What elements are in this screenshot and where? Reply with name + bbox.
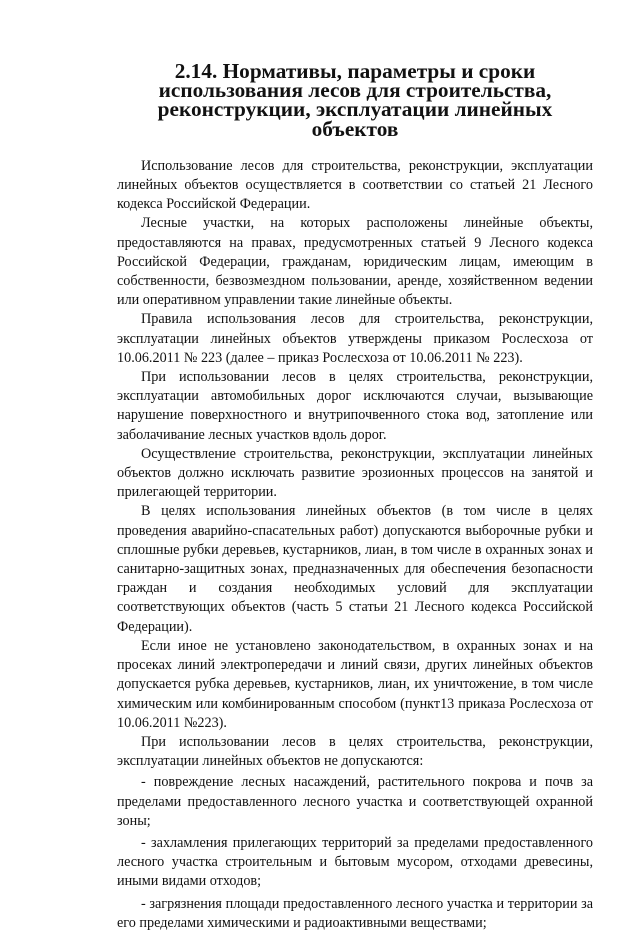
document-page xyxy=(117,59,593,933)
list-item: - захламления прилегающих территорий за пределами предоставленного лесного участка строительным и бытовым мусором, отходами древесины, иными видами отходов; xyxy=(117,834,593,890)
section-title: 2.14. Нормативы, параметры и сроки использования лесов для строительства, реконструкции, эксплуатации линейных объектов xyxy=(157,59,553,141)
list-item: - повреждение лесных насаждений, растительного покрова и почв за пределами предоставленного лесного участка и соответствующей охранной зоны; xyxy=(117,774,593,829)
paragraph: Если иное не установлено законодательством, в охранных зонах и на просеках линий электропередачи и линий связи, других линейных объектов допускается рубка деревьев, кустарников, лиан, их уничтожение, в том числе химическим или комбинированным способом (пункт13 приказа Рослесхоза от 10.06.2011 №223). xyxy=(117,637,593,731)
paragraph: При использовании лесов в целях строительства, реконструкции, эксплуатации автомобильных дорог исключаются случаи, вызывающие нарушение поверхностного и внутрипочвенного стока вод, затопление или заболачивание лесных участков вдоль дорог. xyxy=(117,369,593,443)
paragraph: В целях использования линейных объектов (в том числе в целях проведения аварийно-спасательных работ) допускаются выборочные рубки и сплошные рубки деревьев, кустарников, лиан, в том числе в охранных зонах и санитарно-защитных зонах, предназначенных для обеспечения безопасности граждан и создания необходимых условий для эксплуатации соответствующих объектов (часть 5 статьи 21 Лесного кодекса Российской Федерации). xyxy=(117,503,593,635)
paragraph: Лесные участки, на которых расположены линейные объекты, предоставляются на правах, предусмотренных статьей 9 Лесного кодекса Российской Федерации, гражданам, юридическим лицам, имеющим в собственности, безвозмездном пользовании, аренде, хозяйственном ведении или оперативном управлении такие линейные объекты. xyxy=(117,215,593,309)
list-item: - загрязнения площади предоставленного лесного участка и территории за его пределами химическими и радиоактивными веществами; xyxy=(117,895,593,931)
paragraph: Использование лесов для строительства, реконструкции, эксплуатации линейных объектов осуществляется в соответствии со статьей 21 Лесного кодекса Российской Федерации. xyxy=(117,157,593,213)
list-intro-paragraph: При использовании лесов в целях строительства, реконструкции, эксплуатации линейных объектов не допускаются: xyxy=(117,733,593,770)
paragraph: Осуществление строительства, реконструкции, эксплуатации линейных объектов должно исключать развитие эрозионных процессов на занятой и прилегающей территории. xyxy=(117,445,593,501)
paragraph: Правила использования лесов для строительства, реконструкции, эксплуатации линейных объектов утверждены приказом Рослесхоза от 10.06.2011 № 223 (далее – приказ Рослесхоза от 10.06.2011 № 223). xyxy=(117,311,593,366)
